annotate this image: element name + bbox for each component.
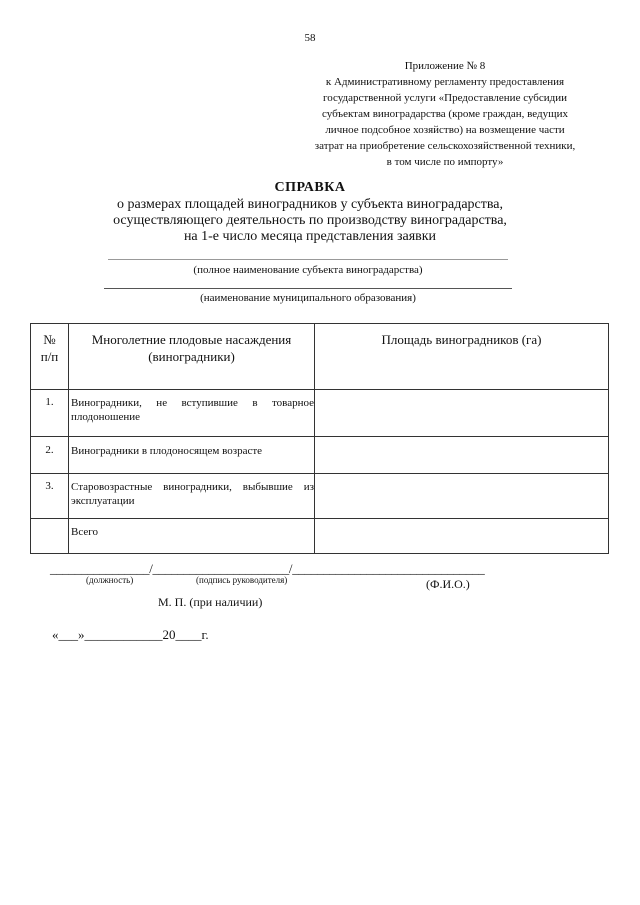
subtitle-line: о размерах площадей виноградников у субъекта виноградарства,: [116, 197, 504, 212]
stamp-placeholder: М. П. (при наличии): [158, 595, 263, 609]
row-number: 1.: [31, 390, 69, 437]
row-number: [31, 519, 69, 554]
row-description: Виноградники, не вступившие в товарное плодоношение: [69, 390, 315, 437]
appendix-line: субъектам виноградарства (кроме граждан, ведущих: [321, 108, 568, 120]
document-subtitle: [60, 197, 560, 245]
date-line[interactable]: «___»____________20____г.: [52, 627, 209, 642]
header-plantings: [69, 324, 315, 390]
appendix-line: затрат на приобретение сельскохозяйственной техники,: [314, 140, 576, 152]
table-row: [31, 474, 609, 519]
signature-caption: (подпись руководителя): [196, 575, 288, 585]
header-number-label: п/п: [40, 349, 59, 364]
header-number-sign: №: [43, 332, 56, 347]
row-number: 3.: [31, 474, 69, 519]
row-description: Виноградники в плодоносящем возрасте: [69, 437, 315, 474]
entity-name-caption: (полное наименование субъекта виноградарства): [193, 264, 423, 276]
signature-line[interactable]: ________________/______________________/_______________________________: [50, 561, 485, 576]
appendix-line: в том числе по импорту»: [386, 156, 504, 168]
appendix-line: личное подсобное хозяйство) на возмещение части: [325, 124, 565, 136]
header-number: [31, 324, 69, 390]
municipality-field[interactable]: [104, 288, 512, 289]
header-plantings-line1: Многолетние плодовые насаждения: [91, 332, 292, 347]
appendix-line: государственной услуги «Предоставление субсидии: [322, 92, 568, 104]
table-header-row: [31, 324, 609, 390]
appendix-line: к Административному регламенту предоставления: [325, 76, 565, 88]
table-row: [31, 390, 609, 437]
table-row: [31, 437, 609, 474]
row-area-cell[interactable]: [315, 390, 609, 437]
row-area-cell[interactable]: [315, 437, 609, 474]
entity-name-field[interactable]: [108, 259, 508, 260]
row-description: Старовозрастные виноградники, выбывшие из эксплуатации: [69, 474, 315, 519]
row-area-cell[interactable]: [315, 474, 609, 519]
row-number: 2.: [31, 437, 69, 474]
municipality-caption: (наименование муниципального образования): [200, 292, 416, 304]
row-area-cell[interactable]: [315, 519, 609, 554]
header-plantings-line2: (виноградники): [148, 349, 235, 364]
document-title: СПРАВКА: [274, 180, 346, 195]
appendix-header: [282, 58, 608, 170]
appendix-line: Приложение № 8: [404, 60, 486, 72]
page-number: 58: [304, 32, 316, 44]
row-description: Всего: [69, 519, 315, 554]
table-total-row: [31, 519, 609, 554]
position-caption: (должность): [86, 575, 134, 585]
subtitle-line: на 1-е число месяца представления заявки: [183, 229, 437, 244]
header-area: Площадь виноградников (га): [315, 324, 609, 390]
subtitle-line: осуществляющего деятельность по производству виноградарства,: [113, 213, 507, 228]
fio-caption: (Ф.И.О.): [426, 577, 470, 591]
vineyard-area-table: [30, 323, 609, 554]
